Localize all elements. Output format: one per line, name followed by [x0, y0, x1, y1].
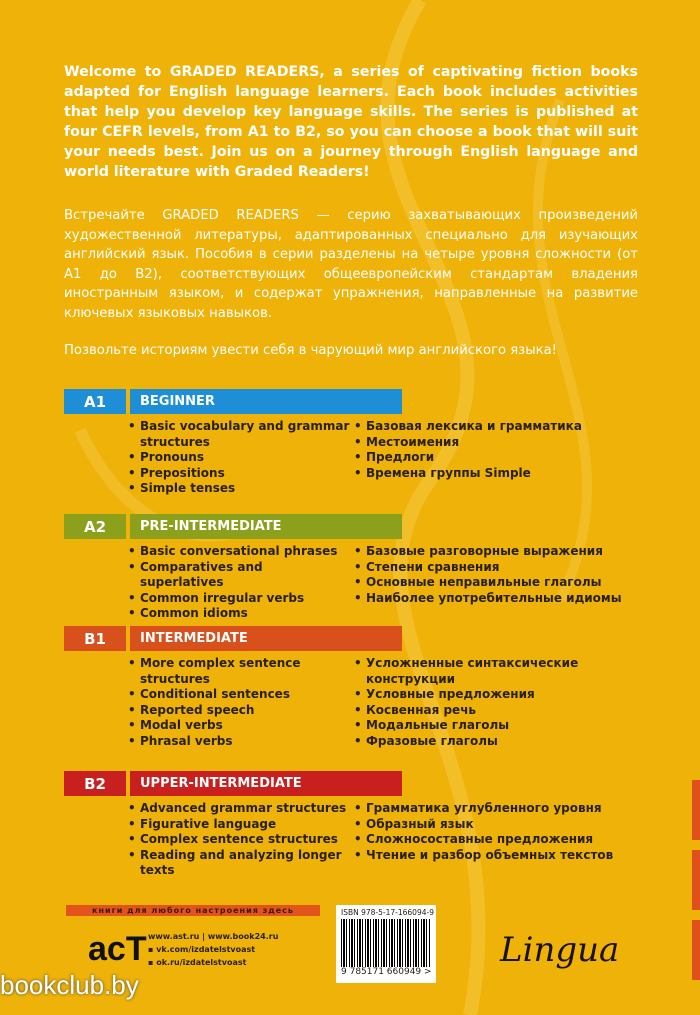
- topics-russian: [352, 544, 632, 622]
- level-code: B2: [64, 771, 126, 796]
- list-item: • Phrasal verbs: [126, 734, 350, 750]
- list-item: • Косвенная речь: [352, 703, 632, 719]
- topics-russian: [352, 656, 632, 750]
- list-item: • Чтение и разбор объемных текстов: [352, 848, 632, 864]
- list-item: • Грамматика углубленного уровня: [352, 801, 632, 817]
- list-item: • Simple tenses: [126, 481, 350, 497]
- level-name: UPPER-INTERMEDIATE: [130, 771, 402, 796]
- level-header: [64, 514, 644, 539]
- level-code: B1: [64, 626, 126, 651]
- list-item: • Comparatives and superlatives: [126, 560, 350, 591]
- list-item: • Common idioms: [126, 606, 350, 622]
- list-item: • Figurative language: [126, 817, 350, 833]
- topics-russian: [352, 419, 632, 497]
- level-b2: [64, 771, 644, 879]
- watermark: bookclub.by: [0, 970, 139, 1000]
- level-name: BEGINNER: [130, 389, 402, 414]
- level-header: [64, 771, 644, 796]
- isbn-text: ISBN 978-5-17-166094-9: [341, 908, 434, 917]
- level-name: INTERMEDIATE: [130, 626, 402, 651]
- ast-logo: acT: [88, 930, 147, 968]
- level-code: A1: [64, 389, 126, 414]
- list-item: • Basic vocabulary and grammar structures: [126, 419, 350, 450]
- list-item: • Образный язык: [352, 817, 632, 833]
- list-item: • Reading and analyzing longer texts: [126, 848, 350, 879]
- list-item: • Common irregular verbs: [126, 591, 350, 607]
- list-item: • Complex sentence structures: [126, 832, 350, 848]
- list-item: • Modal verbs: [126, 718, 350, 734]
- list-item: • Conditional sentences: [126, 687, 350, 703]
- list-item: • Базовые разговорные выражения: [352, 544, 632, 560]
- vk-url: vk.com/izdatelstvoast: [156, 945, 256, 954]
- publisher-links: [148, 930, 278, 969]
- ean-number: 9 785171 660949 >: [341, 967, 432, 977]
- topics-english: [126, 801, 350, 879]
- ok-link[interactable]: ▪ ok.ru/izdatelstvoast: [148, 958, 247, 967]
- list-item: • Фразовые глаголы: [352, 734, 632, 750]
- vk-link[interactable]: ▪ vk.com/izdatelstvoast: [148, 945, 256, 954]
- ok-url: ok.ru/izdatelstvoast: [156, 958, 247, 967]
- sites-link[interactable]: www.ast.ru | www.book24.ru: [148, 932, 279, 941]
- edge-stripe: [692, 920, 700, 980]
- barcode-bars: [341, 919, 431, 967]
- topics-english: [126, 419, 350, 497]
- edge-stripe: [692, 850, 700, 910]
- intro-russian-closing: Позвольте историям увести себя в чарующий мир английского языка!: [64, 343, 557, 358]
- topics-russian: [352, 801, 632, 879]
- level-header: [64, 389, 644, 414]
- list-item: • Базовая лексика и грамматика: [352, 419, 632, 435]
- level-a1: [64, 389, 644, 497]
- list-item: • Prepositions: [126, 466, 350, 482]
- list-item: • Предлоги: [352, 450, 632, 466]
- list-item: • Степени сравнения: [352, 560, 632, 576]
- list-item: • Модальные глаголы: [352, 718, 632, 734]
- level-name: PRE-INTERMEDIATE: [130, 514, 402, 539]
- list-item: • Условные предложения: [352, 687, 632, 703]
- list-item: • Усложненные синтаксические конструкции: [352, 656, 632, 687]
- list-item: • Reported speech: [126, 703, 350, 719]
- list-item: • Advanced grammar structures: [126, 801, 350, 817]
- list-item: • Основные неправильные глаголы: [352, 575, 632, 591]
- intro-english: Welcome to GRADED READERS, a series of captivating fiction books adapted for English language learners. Each book includes activities that help you develop key language skills. The series is published at four CEFR levels, from A1 to B2, so you can choose a book that will suit your needs best. Join us on a journey through English language and world literature with Graded Readers!: [64, 64, 638, 180]
- level-a2: [64, 514, 644, 622]
- list-item: • Местоимения: [352, 435, 632, 451]
- topics-english: [126, 544, 350, 622]
- intro-russian: Встречайте GRADED READERS — серию захватывающих произведений художественной литературы, адаптированных специально для изучающих английский язык. Пособия в серии разделены на четыре уровня сложности (от А1 до В2), соответствующих общеевропейским стандартам владения иностранным языком, и содержат упражнения, направленные на развитие ключевых языковых навыков.: [64, 208, 638, 321]
- list-item: • Сложносоставные предложения: [352, 832, 632, 848]
- edge-stripe: [692, 780, 700, 840]
- slogan-banner: книги для любого настроения здесь: [66, 905, 320, 916]
- isbn-barcode: [336, 905, 436, 983]
- topics-english: [126, 656, 350, 750]
- list-item: • More complex sentence structures: [126, 656, 350, 687]
- level-header: [64, 626, 644, 651]
- level-code: A2: [64, 514, 126, 539]
- list-item: • Pronouns: [126, 450, 350, 466]
- lingua-logo: Lingua: [500, 930, 620, 970]
- list-item: • Времена группы Simple: [352, 466, 632, 482]
- level-b1: [64, 626, 644, 750]
- list-item: • Наиболее употребительные идиомы: [352, 591, 632, 607]
- list-item: • Basic conversational phrases: [126, 544, 350, 560]
